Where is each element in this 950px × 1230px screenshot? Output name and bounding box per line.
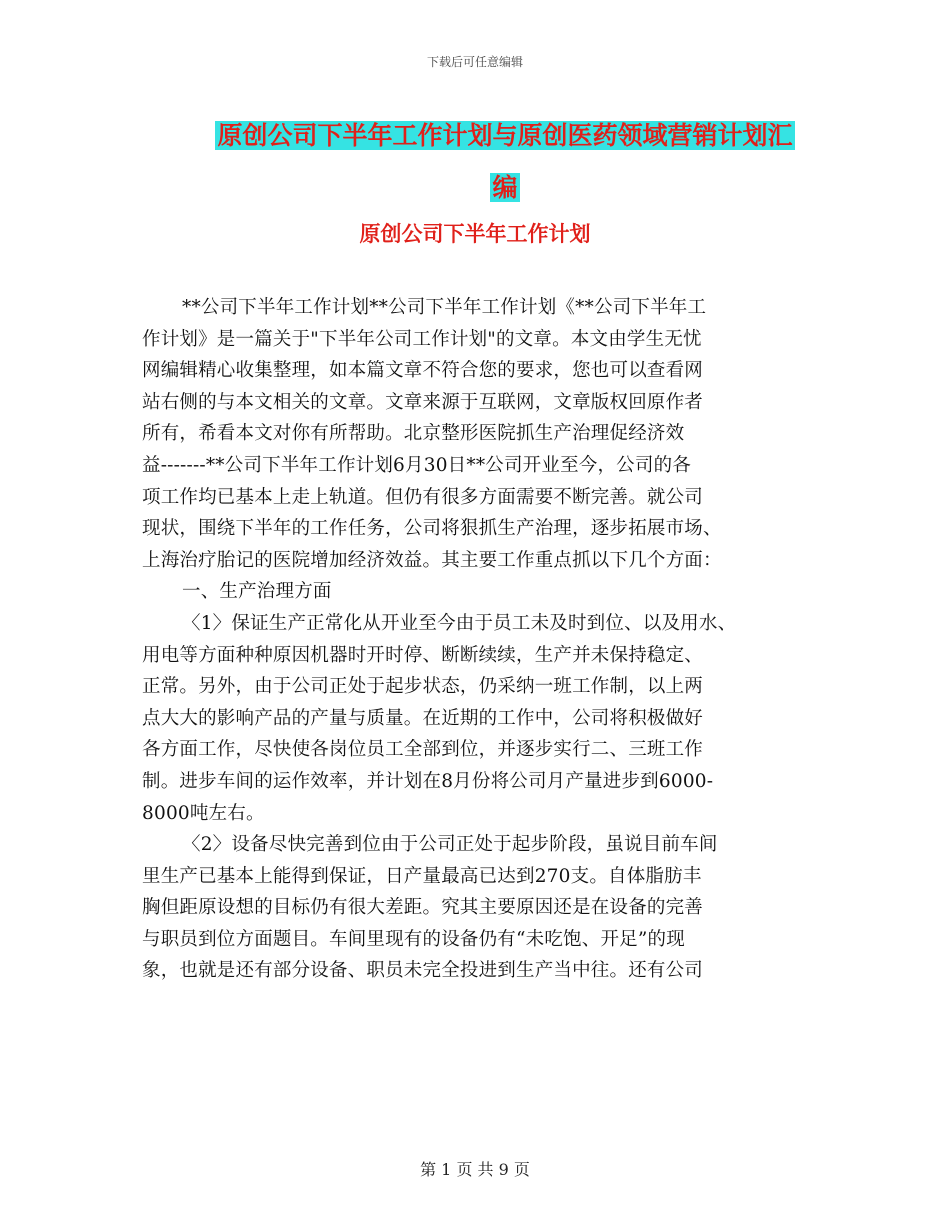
main-title-line-1: 原创公司下半年工作计划与原创医药领域营销计划汇 (217, 121, 793, 150)
paragraph-line: 网编辑精心收集整理，如本篇文章不符合您的要求，您也可以查看网 (142, 360, 704, 382)
page-footer: 第 1 页 共 9 页 (420, 1160, 530, 1179)
main-title (185, 110, 825, 214)
paragraph-line: 〈2〉设备尽快完善到位由于公司正处于起步阶段，虽说目前车间 (182, 834, 718, 856)
paragraph-line: 点大大的影响产品的产量与质量。在近期的工作中，公司将积极做好 (142, 707, 704, 729)
body-text (142, 292, 832, 987)
paragraph-line: 现状，围绕下半年的工作任务，公司将狠抓生产治理，逐步拓展市场、 (142, 518, 722, 540)
paragraph-line: 项工作均已基本上走上轨道。但仍有很多方面需要不断完善。就公司 (142, 486, 704, 508)
paragraph-line: 作计划》是一篇关于"下半年公司工作计划"的文章。本文由学生无忧 (142, 328, 702, 350)
paragraph-line: 上海治疗胎记的医院增加经济效益。其主要工作重点抓以下几个方面： (142, 549, 722, 571)
paragraph-line: 所有，希看本文对你有所帮助。北京整形医院抓生产治理促经济效 (142, 423, 685, 445)
paragraph-line: 胸但距原设想的目标仍有很大差距。究其主要原因还是在设备的完善 (142, 897, 704, 919)
paragraph-line: 益-------**公司下半年工作计划6月30日**公司开业至今，公司的各 (142, 454, 691, 476)
section-title: 原创公司下半年工作计划 (359, 222, 591, 246)
paragraph-line: 〈1〉保证生产正常化从开业至今由于员工未及时到位、以及用水、 (182, 612, 737, 634)
section-heading: 一、生产治理方面 (182, 581, 332, 603)
paragraph-line: 制。进步车间的运作效率，并计划在8月份将公司月产量进步到6000- (142, 770, 714, 792)
header-note: 下载后可任意编辑 (426, 55, 523, 69)
paragraph-line: 8000吨左右。 (142, 802, 265, 824)
paragraph-line: 正常。另外，由于公司正处于起步状态，仍采纳一班工作制，以上两 (142, 676, 704, 698)
paragraph-line: 用电等方面种种原因机器时开时停、断断续续，生产并未保持稳定、 (142, 644, 704, 666)
main-title-line-2: 编 (492, 173, 518, 202)
paragraph-line: 站右侧的与本文相关的文章。文章来源于互联网，文章版权回原作者 (142, 391, 704, 413)
paragraph-line: **公司下半年工作计划**公司下半年工作计划《**公司下半年工 (182, 297, 707, 318)
paragraph-line: 各方面工作，尽快使各岗位员工全部到位，并逐步实行二、三班工作 (142, 739, 704, 761)
paragraph-line: 与职员到位方面题目。车间里现有的设备仍有“未吃饱、开足”的现 (142, 928, 685, 950)
paragraph-line: 里生产已基本上能得到保证，日产量最高已达到270支。自体脂肪丰 (142, 865, 702, 887)
paragraph-line: 象，也就是还有部分设备、职员未完全投进到生产当中往。还有公司 (142, 960, 704, 982)
